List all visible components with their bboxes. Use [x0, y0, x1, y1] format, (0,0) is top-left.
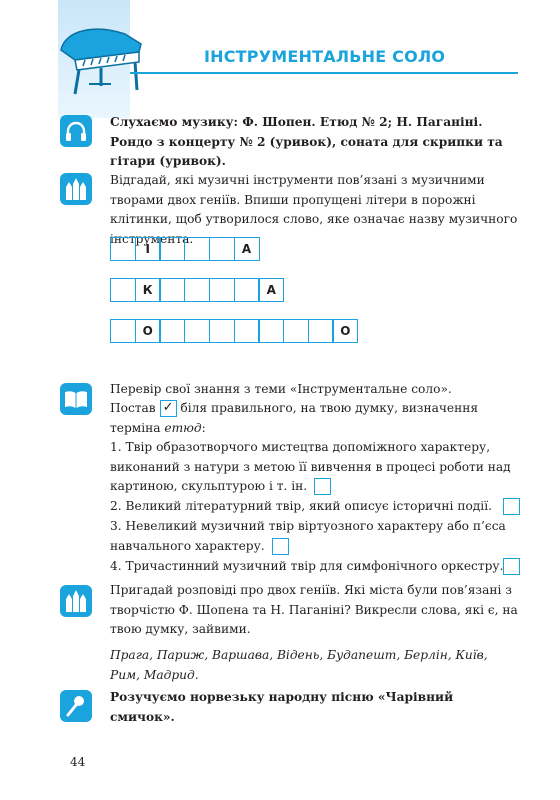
quiz-option-4: 4. Тричастинний музичний твір для симфонічного оркестру. [110, 557, 520, 577]
crossword-cell[interactable] [234, 319, 260, 343]
page-title: ІНСТРУМЕНТАЛЬНЕ СОЛО [204, 47, 446, 66]
crossword-cell: О [135, 319, 161, 343]
listen-text: Слухаємо музику: Ф. Шопен. Етюд № 2; Н. Паганіні. Рондо з концерту № 2 (уривок), соната для скрипки та гітари (уривок). [110, 115, 503, 168]
crossword-cell[interactable] [159, 237, 185, 261]
crossword-cell: К [135, 278, 161, 302]
crossword-cell[interactable] [209, 319, 235, 343]
crossword-cell: І [135, 237, 161, 261]
crossword-cell[interactable] [159, 278, 185, 302]
crossword-cell[interactable] [184, 278, 210, 302]
option-4-checkbox[interactable] [503, 558, 520, 575]
option-1-checkbox[interactable] [314, 478, 331, 495]
crossword-cell: А [234, 237, 260, 261]
crossword-row-1 [110, 237, 260, 261]
quiz-intro: Перевір свої знання з теми «Інструментальне соло». [110, 382, 452, 396]
crossword-cell[interactable] [110, 237, 136, 261]
crossword-cell[interactable] [184, 319, 210, 343]
option-2-checkbox[interactable] [503, 498, 520, 515]
crossword-cell[interactable] [234, 278, 260, 302]
quiz-instruction: Постав ✓ біля правильного, на твою думку, визначення терміна етюд: [110, 400, 479, 435]
piano-illustration [55, 20, 145, 98]
crossword-cell[interactable] [110, 319, 136, 343]
crossword-cell[interactable] [184, 237, 210, 261]
crossword-cell[interactable] [209, 237, 235, 261]
crossword-cell: О [332, 319, 358, 343]
crossword-cell[interactable] [159, 319, 185, 343]
crossword-cell: А [258, 278, 284, 302]
crossword-cell[interactable] [258, 319, 284, 343]
quiz-option-2: 2. Великий літературний твір, який описує історичні події. [110, 497, 520, 517]
cathedral-icon [60, 173, 92, 205]
term-etiud: етюд [164, 420, 202, 435]
cities-list[interactable]: Прага, Париж, Варшава, Відень, Будапешт, Берлін, Київ, Рим, Мадрид. [110, 648, 488, 682]
song-text: Розучуємо норвезьку народну пісню «Чарівний смичок». [110, 690, 454, 724]
sample-checkmark-box: ✓ [160, 400, 177, 417]
book-icon [60, 383, 92, 415]
crossword-cell[interactable] [110, 278, 136, 302]
crossword-cell[interactable] [283, 319, 309, 343]
crossword-row-3 [110, 319, 358, 343]
microphone-icon [60, 690, 92, 722]
crossword-cell[interactable] [209, 278, 235, 302]
page-number: 44 [70, 755, 86, 769]
cathedral-icon [60, 585, 92, 617]
title-rule [130, 72, 518, 74]
option-3-checkbox[interactable] [272, 538, 289, 555]
headphones-icon [60, 115, 92, 147]
quiz-option-1: 1. Твір образотворчого мистецтва допоміжного характеру, виконаний з натури з метою її вивчення в процесі роботи над картиною, скульптурою і т. ін. [110, 440, 511, 493]
crossword-row-2 [110, 278, 284, 302]
quiz-option-3: 3. Невеликий музичний твір віртуозного характеру або п’єса навчального характеру. [110, 519, 506, 553]
cities-question: Пригадай розповіді про двох геніїв. Які міста були пов’язані з творчістю Ф. Шопена та Н. Паганіні? Викресли слова, які є, на твою думку, зайвими. [110, 583, 518, 636]
crossword-cell[interactable] [308, 319, 334, 343]
puzzle-intro: Відгадай, які музичні інструменти пов’язані з музичними творами двох геніїв. Впиши пропущені літери в порожні клітинки, щоб утворилося слово, яке означає назву музичного інструмента. [110, 173, 518, 246]
